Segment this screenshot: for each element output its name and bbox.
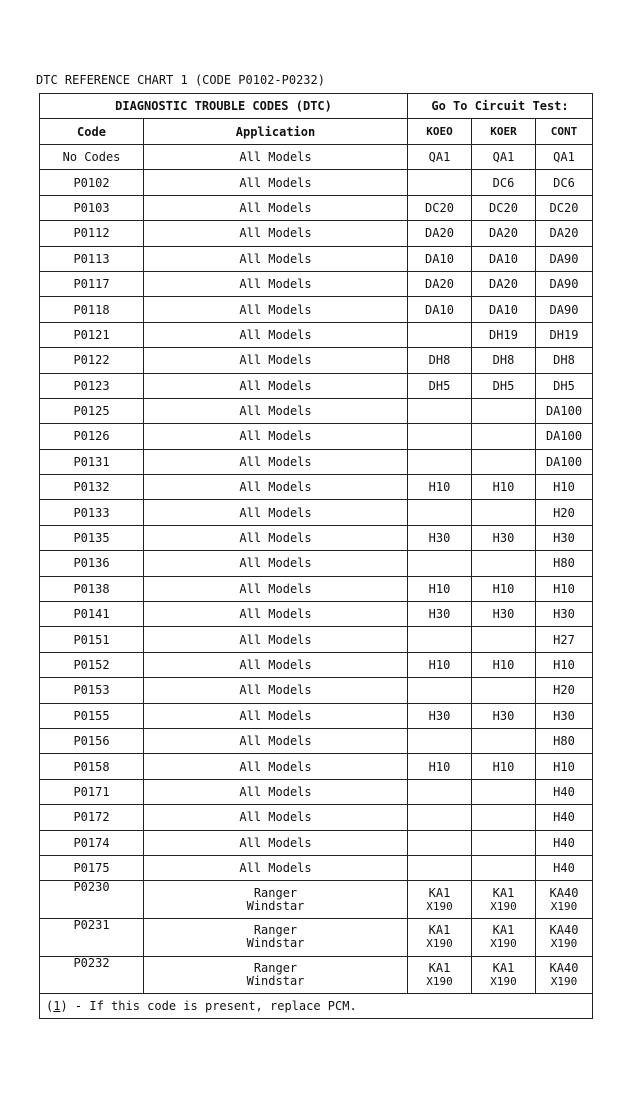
cell-code: P0136 — [40, 551, 144, 576]
cell-code: P0122 — [40, 348, 144, 373]
table-row — [40, 424, 593, 449]
cell-cont: DA20 — [536, 221, 593, 246]
cell-code: P0152 — [40, 652, 144, 677]
cell-code: P0151 — [40, 627, 144, 652]
cell-cont-line1: KA40 — [549, 885, 579, 900]
cell-application: All Models — [144, 373, 408, 398]
cell-application: All Models — [144, 424, 408, 449]
table-row — [40, 779, 593, 804]
table-row — [40, 195, 593, 220]
cell-cont: DA90 — [536, 271, 593, 296]
cell-cont: DC6 — [536, 170, 593, 195]
cell-application: All Models — [144, 576, 408, 601]
cell-application — [144, 956, 408, 994]
cell-koeo: DH8 — [408, 348, 472, 373]
cell-koer: H10 — [472, 652, 536, 677]
cell-koeo — [408, 956, 472, 994]
cell-application: All Models — [144, 500, 408, 525]
cell-koeo-line2: X190 — [426, 899, 453, 913]
table-row — [40, 678, 593, 703]
cell-koeo: DC20 — [408, 195, 472, 220]
cell-koer — [472, 919, 536, 957]
cell-koer — [472, 449, 536, 474]
cell-koer-line1: KA1 — [492, 923, 515, 938]
cell-cont: H10 — [536, 754, 593, 779]
cell-koeo — [408, 805, 472, 830]
cell-code: P0103 — [40, 195, 144, 220]
cell-koer: QA1 — [472, 145, 536, 170]
cell-application: All Models — [144, 348, 408, 373]
cell-koer — [472, 779, 536, 804]
cell-code: P0135 — [40, 525, 144, 550]
table-row — [40, 145, 593, 170]
cell-application: All Models — [144, 297, 408, 322]
cell-koer — [472, 500, 536, 525]
cell-cont-line1: KA40 — [549, 923, 579, 938]
cell-koeo: H10 — [408, 754, 472, 779]
table-row — [40, 602, 593, 627]
cell-code: P0156 — [40, 728, 144, 753]
cell-koeo: QA1 — [408, 145, 472, 170]
cell-koer — [472, 881, 536, 919]
cell-koeo — [408, 728, 472, 753]
cell-application — [144, 919, 408, 957]
cell-application: All Models — [144, 602, 408, 627]
cell-cont: DA100 — [536, 424, 593, 449]
cell-cont: DH8 — [536, 348, 593, 373]
cell-cont-line2: X190 — [550, 899, 578, 913]
table-row — [40, 297, 593, 322]
cell-cont: H30 — [536, 525, 593, 550]
table-row — [40, 500, 593, 525]
cell-cont: H80 — [536, 728, 593, 753]
header-application: Application — [144, 119, 408, 145]
dtc-reference-table — [39, 93, 593, 1019]
cell-application: All Models — [144, 221, 408, 246]
cell-application — [144, 881, 408, 919]
cell-cont: H40 — [536, 805, 593, 830]
cell-application-line1: Ranger — [253, 923, 298, 938]
cell-application: All Models — [144, 322, 408, 347]
cell-application-line2: Windstar — [246, 974, 305, 989]
cell-koer — [472, 805, 536, 830]
table-body — [40, 145, 593, 994]
cell-application: All Models — [144, 779, 408, 804]
cell-cont: H20 — [536, 678, 593, 703]
cell-code: P0118 — [40, 297, 144, 322]
cell-koer: DC6 — [472, 170, 536, 195]
cell-cont: DA100 — [536, 398, 593, 423]
cell-application: All Models — [144, 855, 408, 880]
header-group-circuit-test: Go To Circuit Test: — [408, 94, 593, 119]
cell-koer — [472, 551, 536, 576]
table-row — [40, 170, 593, 195]
header-koeo: KOEO — [408, 119, 472, 145]
cell-koeo — [408, 449, 472, 474]
header-koer: KOER — [472, 119, 536, 145]
cell-cont: H40 — [536, 855, 593, 880]
cell-cont: DC20 — [536, 195, 593, 220]
cell-application: All Models — [144, 449, 408, 474]
cell-koeo — [408, 500, 472, 525]
cell-koer: DH8 — [472, 348, 536, 373]
cell-koer: H30 — [472, 703, 536, 728]
cell-application: All Models — [144, 830, 408, 855]
cell-koeo: DA20 — [408, 221, 472, 246]
cell-koeo — [408, 322, 472, 347]
cell-cont: DH5 — [536, 373, 593, 398]
cell-koeo: H30 — [408, 703, 472, 728]
cell-koeo-line1: KA1 — [428, 885, 451, 900]
cell-code: P0131 — [40, 449, 144, 474]
cell-koer — [472, 855, 536, 880]
cell-application-line1: Ranger — [253, 961, 298, 976]
cell-application: All Models — [144, 551, 408, 576]
cell-koeo: DH5 — [408, 373, 472, 398]
cell-koeo — [408, 919, 472, 957]
cell-code: P0153 — [40, 678, 144, 703]
cell-koer — [472, 728, 536, 753]
cell-koeo: H10 — [408, 475, 472, 500]
cell-cont: DA90 — [536, 297, 593, 322]
cell-application: All Models — [144, 145, 408, 170]
cell-koer — [472, 398, 536, 423]
cell-code: P0123 — [40, 373, 144, 398]
cell-koeo-line1: KA1 — [428, 923, 451, 938]
cell-cont — [536, 881, 593, 919]
table-row — [40, 449, 593, 474]
cell-code: P0121 — [40, 322, 144, 347]
cell-koeo: H10 — [408, 652, 472, 677]
cell-koeo — [408, 627, 472, 652]
table-row — [40, 830, 593, 855]
cell-koer-line1: KA1 — [492, 961, 515, 976]
cell-code: P0171 — [40, 779, 144, 804]
table-row — [40, 652, 593, 677]
cell-code: P0141 — [40, 602, 144, 627]
cell-cont: H10 — [536, 576, 593, 601]
cell-koeo: H30 — [408, 525, 472, 550]
cell-application: All Models — [144, 703, 408, 728]
cell-application: All Models — [144, 728, 408, 753]
cell-cont: H40 — [536, 779, 593, 804]
cell-code: P0117 — [40, 271, 144, 296]
table-row — [40, 246, 593, 271]
cell-koer: DA20 — [472, 221, 536, 246]
cell-application: All Models — [144, 475, 408, 500]
cell-koeo — [408, 830, 472, 855]
cell-koer-line1: KA1 — [492, 885, 515, 900]
cell-koeo — [408, 678, 472, 703]
cell-application-line1: Ranger — [253, 885, 298, 900]
cell-cont: DH19 — [536, 322, 593, 347]
cell-application-line2: Windstar — [246, 898, 305, 913]
cell-koeo-line2: X190 — [426, 975, 453, 989]
cell-cont-line2: X190 — [550, 975, 578, 989]
cell-code: P0155 — [40, 703, 144, 728]
cell-koer-line2: X190 — [490, 937, 517, 951]
table-row — [40, 855, 593, 880]
table-row — [40, 728, 593, 753]
cell-code: P0102 — [40, 170, 144, 195]
cell-cont-line2: X190 — [550, 937, 578, 951]
table-row — [40, 703, 593, 728]
cell-koeo — [408, 881, 472, 919]
cell-koer: DA10 — [472, 246, 536, 271]
table-row — [40, 919, 593, 957]
cell-koeo: DA20 — [408, 271, 472, 296]
cell-code: P0172 — [40, 805, 144, 830]
table-row — [40, 398, 593, 423]
table-row — [40, 271, 593, 296]
cell-cont-line1: KA40 — [549, 961, 579, 976]
footnote — [40, 994, 593, 1019]
header-cont: CONT — [536, 119, 593, 145]
cell-code: No Codes — [40, 145, 144, 170]
cell-koeo: DA10 — [408, 297, 472, 322]
cell-application: All Models — [144, 678, 408, 703]
header-code: Code — [40, 119, 144, 145]
cell-koer: DH19 — [472, 322, 536, 347]
cell-cont — [536, 956, 593, 994]
cell-cont: H80 — [536, 551, 593, 576]
cell-application: All Models — [144, 525, 408, 550]
cell-code: P0174 — [40, 830, 144, 855]
cell-koeo — [408, 551, 472, 576]
table-row — [40, 805, 593, 830]
table-row — [40, 956, 593, 994]
cell-cont: H10 — [536, 475, 593, 500]
cell-koeo — [408, 424, 472, 449]
cell-application: All Models — [144, 246, 408, 271]
cell-code: P0175 — [40, 855, 144, 880]
cell-koer: DA20 — [472, 271, 536, 296]
cell-koer: H10 — [472, 475, 536, 500]
cell-koer: DC20 — [472, 195, 536, 220]
cell-application: All Models — [144, 271, 408, 296]
cell-cont: H30 — [536, 703, 593, 728]
cell-koer — [472, 956, 536, 994]
cell-cont: H30 — [536, 602, 593, 627]
cell-cont: H10 — [536, 652, 593, 677]
table-row — [40, 551, 593, 576]
cell-koeo: H10 — [408, 576, 472, 601]
cell-koer — [472, 627, 536, 652]
cell-code: P0230 — [40, 881, 144, 919]
cell-koeo — [408, 779, 472, 804]
cell-koer: H10 — [472, 754, 536, 779]
cell-application: All Models — [144, 195, 408, 220]
footnote-text: - If this code is present, replace PCM. — [67, 999, 357, 1014]
table-row — [40, 348, 593, 373]
table-row — [40, 576, 593, 601]
cell-code: P0133 — [40, 500, 144, 525]
cell-application: All Models — [144, 754, 408, 779]
cell-koeo — [408, 170, 472, 195]
cell-koeo-line1: KA1 — [428, 961, 451, 976]
cell-code: P0158 — [40, 754, 144, 779]
cell-application: All Models — [144, 170, 408, 195]
cell-cont: H20 — [536, 500, 593, 525]
table-row — [40, 322, 593, 347]
cell-cont: H40 — [536, 830, 593, 855]
footnote-ref-close: ) — [60, 999, 68, 1014]
cell-cont — [536, 919, 593, 957]
cell-cont: DA90 — [536, 246, 593, 271]
cell-koer: DA10 — [472, 297, 536, 322]
footnote-ref: 1 — [53, 999, 61, 1014]
cell-koeo: H30 — [408, 602, 472, 627]
cell-koer — [472, 678, 536, 703]
table-row — [40, 881, 593, 919]
cell-koeo: DA10 — [408, 246, 472, 271]
cell-code: P0132 — [40, 475, 144, 500]
cell-application: All Models — [144, 805, 408, 830]
cell-koer — [472, 830, 536, 855]
cell-application: All Models — [144, 398, 408, 423]
header-group-dtc: DIAGNOSTIC TROUBLE CODES (DTC) — [40, 94, 408, 119]
cell-koer: H30 — [472, 525, 536, 550]
cell-application: All Models — [144, 652, 408, 677]
cell-koeo — [408, 398, 472, 423]
cell-koeo — [408, 855, 472, 880]
cell-koer-line2: X190 — [490, 975, 517, 989]
cell-code: P0138 — [40, 576, 144, 601]
cell-koer-line2: X190 — [490, 899, 517, 913]
table-row — [40, 754, 593, 779]
cell-cont: H27 — [536, 627, 593, 652]
table-row — [40, 373, 593, 398]
cell-code: P0232 — [40, 956, 144, 994]
cell-code: P0125 — [40, 398, 144, 423]
chart-title: DTC REFERENCE CHART 1 (CODE P0102-P0232) — [36, 73, 325, 87]
cell-code: P0126 — [40, 424, 144, 449]
cell-koer: DH5 — [472, 373, 536, 398]
cell-koer: H30 — [472, 602, 536, 627]
cell-cont: QA1 — [536, 145, 593, 170]
cell-koer: H10 — [472, 576, 536, 601]
cell-application-line2: Windstar — [246, 936, 305, 951]
cell-code: P0113 — [40, 246, 144, 271]
cell-cont: DA100 — [536, 449, 593, 474]
table-row — [40, 627, 593, 652]
cell-code: P0231 — [40, 919, 144, 957]
cell-koer — [472, 424, 536, 449]
cell-koeo-line2: X190 — [426, 937, 453, 951]
table-row — [40, 221, 593, 246]
table-row — [40, 475, 593, 500]
table-row — [40, 525, 593, 550]
cell-code: P0112 — [40, 221, 144, 246]
cell-application: All Models — [144, 627, 408, 652]
footnote-ref-open: ( — [46, 999, 54, 1014]
